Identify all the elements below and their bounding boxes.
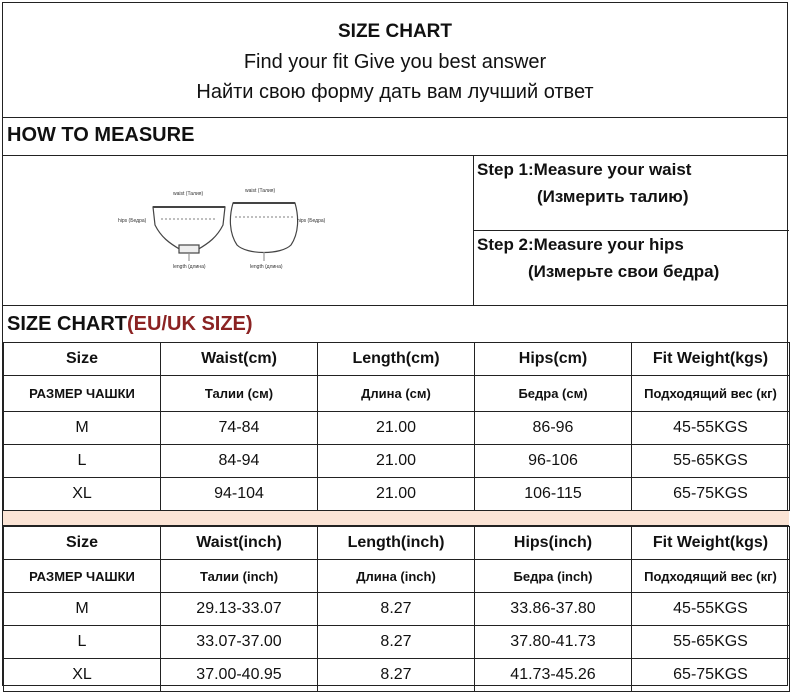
size-chart-section-title xyxy=(3,305,787,343)
subheader-cell: РАЗМЕР ЧАШКИ xyxy=(4,376,161,412)
table-header-row xyxy=(4,527,790,560)
table-cell: L xyxy=(4,626,161,659)
title-block xyxy=(3,3,787,118)
step-1-cell xyxy=(474,155,789,231)
table-cell: 41.73-45.26 xyxy=(475,659,632,692)
table-cell: M xyxy=(4,593,161,626)
table-subheader-row xyxy=(4,560,790,593)
subheader-cell: РАЗМЕР ЧАШКИ xyxy=(4,560,161,593)
header-cell: Fit Weight(kgs) xyxy=(632,527,790,560)
table-cell: 33.86-37.80 xyxy=(475,593,632,626)
step-1-translation: (Измерить талию) xyxy=(537,187,689,206)
table-cell: 55-65KGS xyxy=(632,626,790,659)
table-row xyxy=(4,412,790,445)
table-cell: 45-55KGS xyxy=(632,593,790,626)
briefs-illustration xyxy=(3,155,473,305)
table-subheader-row xyxy=(4,376,790,412)
header-cell: Fit Weight(kgs) xyxy=(632,343,790,376)
subheader-cell: Бедра (inch) xyxy=(475,560,632,593)
table-cell: 65-75KGS xyxy=(632,659,790,692)
header-cell: Size xyxy=(4,527,161,560)
table-header-row xyxy=(4,343,790,376)
subheader-cell: Длина (см) xyxy=(318,376,475,412)
diagram-label-length-back: length (длина) xyxy=(250,264,283,270)
table-cell: 86-96 xyxy=(475,412,632,445)
table-cell: 29.13-33.07 xyxy=(161,593,318,626)
table-cell: 37.00-40.95 xyxy=(161,659,318,692)
table-cell: 74-84 xyxy=(161,412,318,445)
diagram-label-length-front: length (длина) xyxy=(173,264,206,270)
table-row xyxy=(4,593,790,626)
step-1-text: Step 1:Measure your waist xyxy=(477,160,692,179)
step-2-cell xyxy=(474,230,789,305)
step-2-translation: (Измерьте свои бедра) xyxy=(528,262,720,281)
table-cell: 55-65KGS xyxy=(632,445,790,478)
size-chart-frame xyxy=(2,2,788,686)
subheader-cell: Бедра (см) xyxy=(475,376,632,412)
how-to-measure-heading: HOW TO MEASURE xyxy=(7,124,195,146)
measure-section xyxy=(3,155,787,306)
briefs-front-icon xyxy=(153,207,225,261)
subtitle-english: Find your fit Give you best answer xyxy=(243,51,547,73)
table-cell: 8.27 xyxy=(318,593,475,626)
how-to-measure-header xyxy=(3,117,787,156)
table-cell: 33.07-37.00 xyxy=(161,626,318,659)
size-chart-title-main: SIZE CHART xyxy=(7,313,127,335)
table-cell: 84-94 xyxy=(161,445,318,478)
table-cell: 37.80-41.73 xyxy=(475,626,632,659)
cm-size-table xyxy=(3,342,790,511)
table-cell: M xyxy=(4,412,161,445)
table-row xyxy=(4,659,790,692)
inch-size-table xyxy=(3,526,790,692)
header-cell: Waist(cm) xyxy=(161,343,318,376)
subheader-cell: Подходящий вес (кг) xyxy=(632,376,790,412)
subheader-cell: Талии (см) xyxy=(161,376,318,412)
header-cell: Size xyxy=(4,343,161,376)
table-row xyxy=(4,478,790,511)
table-cell: XL xyxy=(4,659,161,692)
table-cell: L xyxy=(4,445,161,478)
page-title: SIZE CHART xyxy=(338,21,452,42)
table-cell: 21.00 xyxy=(318,478,475,511)
briefs-back-icon xyxy=(230,203,297,261)
header-cell: Waist(inch) xyxy=(161,527,318,560)
diagram-label-hips-back: hips (Бедра) xyxy=(297,218,326,224)
step-2-text: Step 2:Measure your hips xyxy=(477,235,684,254)
table-cell: 45-55KGS xyxy=(632,412,790,445)
table-cell: 96-106 xyxy=(475,445,632,478)
table-cell: 8.27 xyxy=(318,659,475,692)
table-cell: 106-115 xyxy=(475,478,632,511)
subheader-cell: Длина (inch) xyxy=(318,560,475,593)
table-cell: 65-75KGS xyxy=(632,478,790,511)
subheader-cell: Подходящий вес (кг) xyxy=(632,560,790,593)
table-row xyxy=(4,445,790,478)
table-cell: 8.27 xyxy=(318,626,475,659)
table-separator xyxy=(3,510,789,526)
table-cell: 94-104 xyxy=(161,478,318,511)
table-row xyxy=(4,626,790,659)
header-cell: Length(cm) xyxy=(318,343,475,376)
header-cell: Hips(inch) xyxy=(475,527,632,560)
subheader-cell: Талии (inch) xyxy=(161,560,318,593)
diagram-label-hips-front: hips (Бедра) xyxy=(118,218,147,224)
table-cell: XL xyxy=(4,478,161,511)
measure-diagram xyxy=(3,155,474,305)
diagram-label-waist-front: waist (Талия) xyxy=(173,191,204,197)
table-cell: 21.00 xyxy=(318,445,475,478)
subtitle-russian: Найти свою форму дать вам лучший ответ xyxy=(196,81,594,103)
diagram-label-waist-back: waist (Талия) xyxy=(245,188,276,194)
header-cell: Hips(cm) xyxy=(475,343,632,376)
header-cell: Length(inch) xyxy=(318,527,475,560)
size-chart-title-suffix: (EU/UK SIZE) xyxy=(127,313,253,335)
table-cell: 21.00 xyxy=(318,412,475,445)
